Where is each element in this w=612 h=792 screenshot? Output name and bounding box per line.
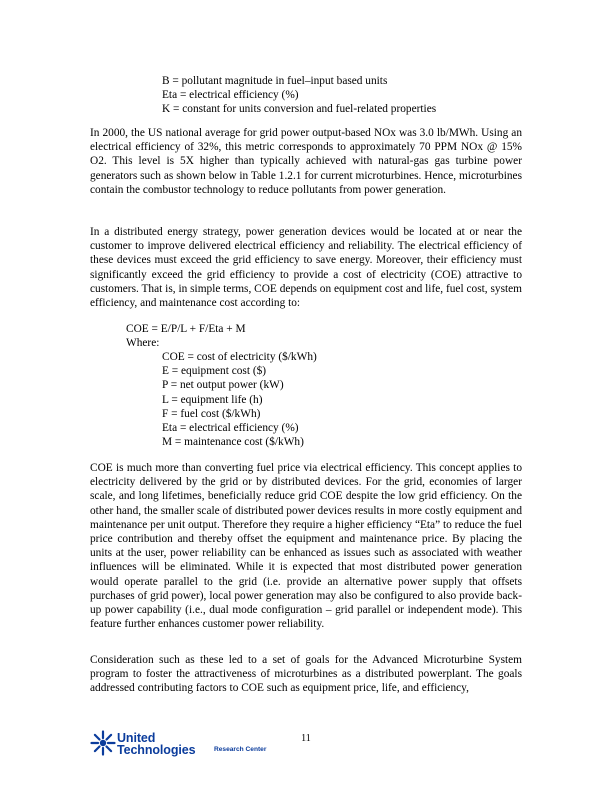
logo-subtitle: Research Center xyxy=(214,746,267,753)
coe-variable-definitions xyxy=(162,350,317,449)
definition-line: F = fuel cost ($/kWh) xyxy=(162,407,261,420)
paragraph-goals: Consideration such as these led to a set of goals for the Advanced Microturbine System program to foster the attractiveness of microturbines as a distributed powerplant. The goals addressed contributing factors to COE such as equipment price, life, and efficiency, xyxy=(90,654,522,695)
definition-line: K = constant for units conversion and fuel-related properties xyxy=(162,103,437,116)
definition-line: Eta = electrical efficiency (%) xyxy=(162,422,299,435)
logo-wordmark xyxy=(117,732,195,756)
utc-emblem-icon xyxy=(90,730,116,756)
definition-line: P = net output power (kW) xyxy=(162,379,284,392)
paragraph-nox-average: In 2000, the US national average for grid power output-based NOx was 3.0 lb/MWh. Using an electrical efficiency of 32%, this metric corresponds to approximately 70 PPM NOx @ 15% O2. This level is 5X higher than typically achieved with natural-gas gas turbine power generators such as shown below in Table 1.2.1 for current microturbines. Hence, microturbines contain the combustor technology to reduce pollutants from power generation. xyxy=(90,127,522,196)
definition-line: L = equipment life (h) xyxy=(162,393,263,406)
coe-equation-block xyxy=(126,322,246,350)
coe-equation: COE = E/P/L + F/Eta + M xyxy=(126,323,246,335)
definition-line: E = equipment cost ($) xyxy=(162,365,267,378)
definition-line: B = pollutant magnitude in fuel–input based units xyxy=(162,75,388,87)
definition-line: M = maintenance cost ($/kWh) xyxy=(162,436,304,449)
paragraph-distributed-energy: In a distributed energy strategy, power generation devices would be located at or near the customer to improve delivered electrical efficiency and reliability. The electrical efficiency of these devices must exceed the grid efficiency to save energy. Moreover, their efficiency must significantly exceed the grid efficiency to provide a cost of electricity (COE) attractive to customers. That is, in simple terms, COE depends on equipment cost and life, fuel cost, system efficiency, and maintenance cost according to: xyxy=(90,226,522,310)
where-label: Where: xyxy=(126,337,160,350)
paragraph-coe-explanation: COE is much more than converting fuel price via electrical efficiency. This concept applies to electricity delivered by the grid or by distributed devices. For the grid, economies of larger scale, and long lifetimes, beneficially reduce grid COE despite the low grid efficiency. On the other hand, the smaller scale of distributed power devices results in more costly equipment and maintenance per unit output. Therefore they require a higher efficiency “Eta” to reduce the fuel price contribution and thereby offset the equipment and maintenance price. By placing the units at the user, power reliability can be enhanced as issues such as associated with weather influences will be eliminated. While it is expected that most distributed power generation would operate parallel to the grid (i.e. provide an alternative power supply that offsets purchases of grid power), local power generation may also be configured to also provide back-up power capability (i.e., dual mode configuration – grid parallel or independent mode). This feature further enhances customer power reliability. xyxy=(90,462,523,631)
variable-definitions-top xyxy=(162,74,436,117)
logo-line-technologies: Technologies xyxy=(117,743,196,757)
definition-line: COE = cost of electricity ($/kWh) xyxy=(162,351,317,363)
definition-line: Eta = electrical efficiency (%) xyxy=(162,89,299,102)
page-number: 11 xyxy=(301,733,311,744)
logo-line-united: United xyxy=(117,731,156,745)
united-technologies-logo xyxy=(90,730,290,760)
